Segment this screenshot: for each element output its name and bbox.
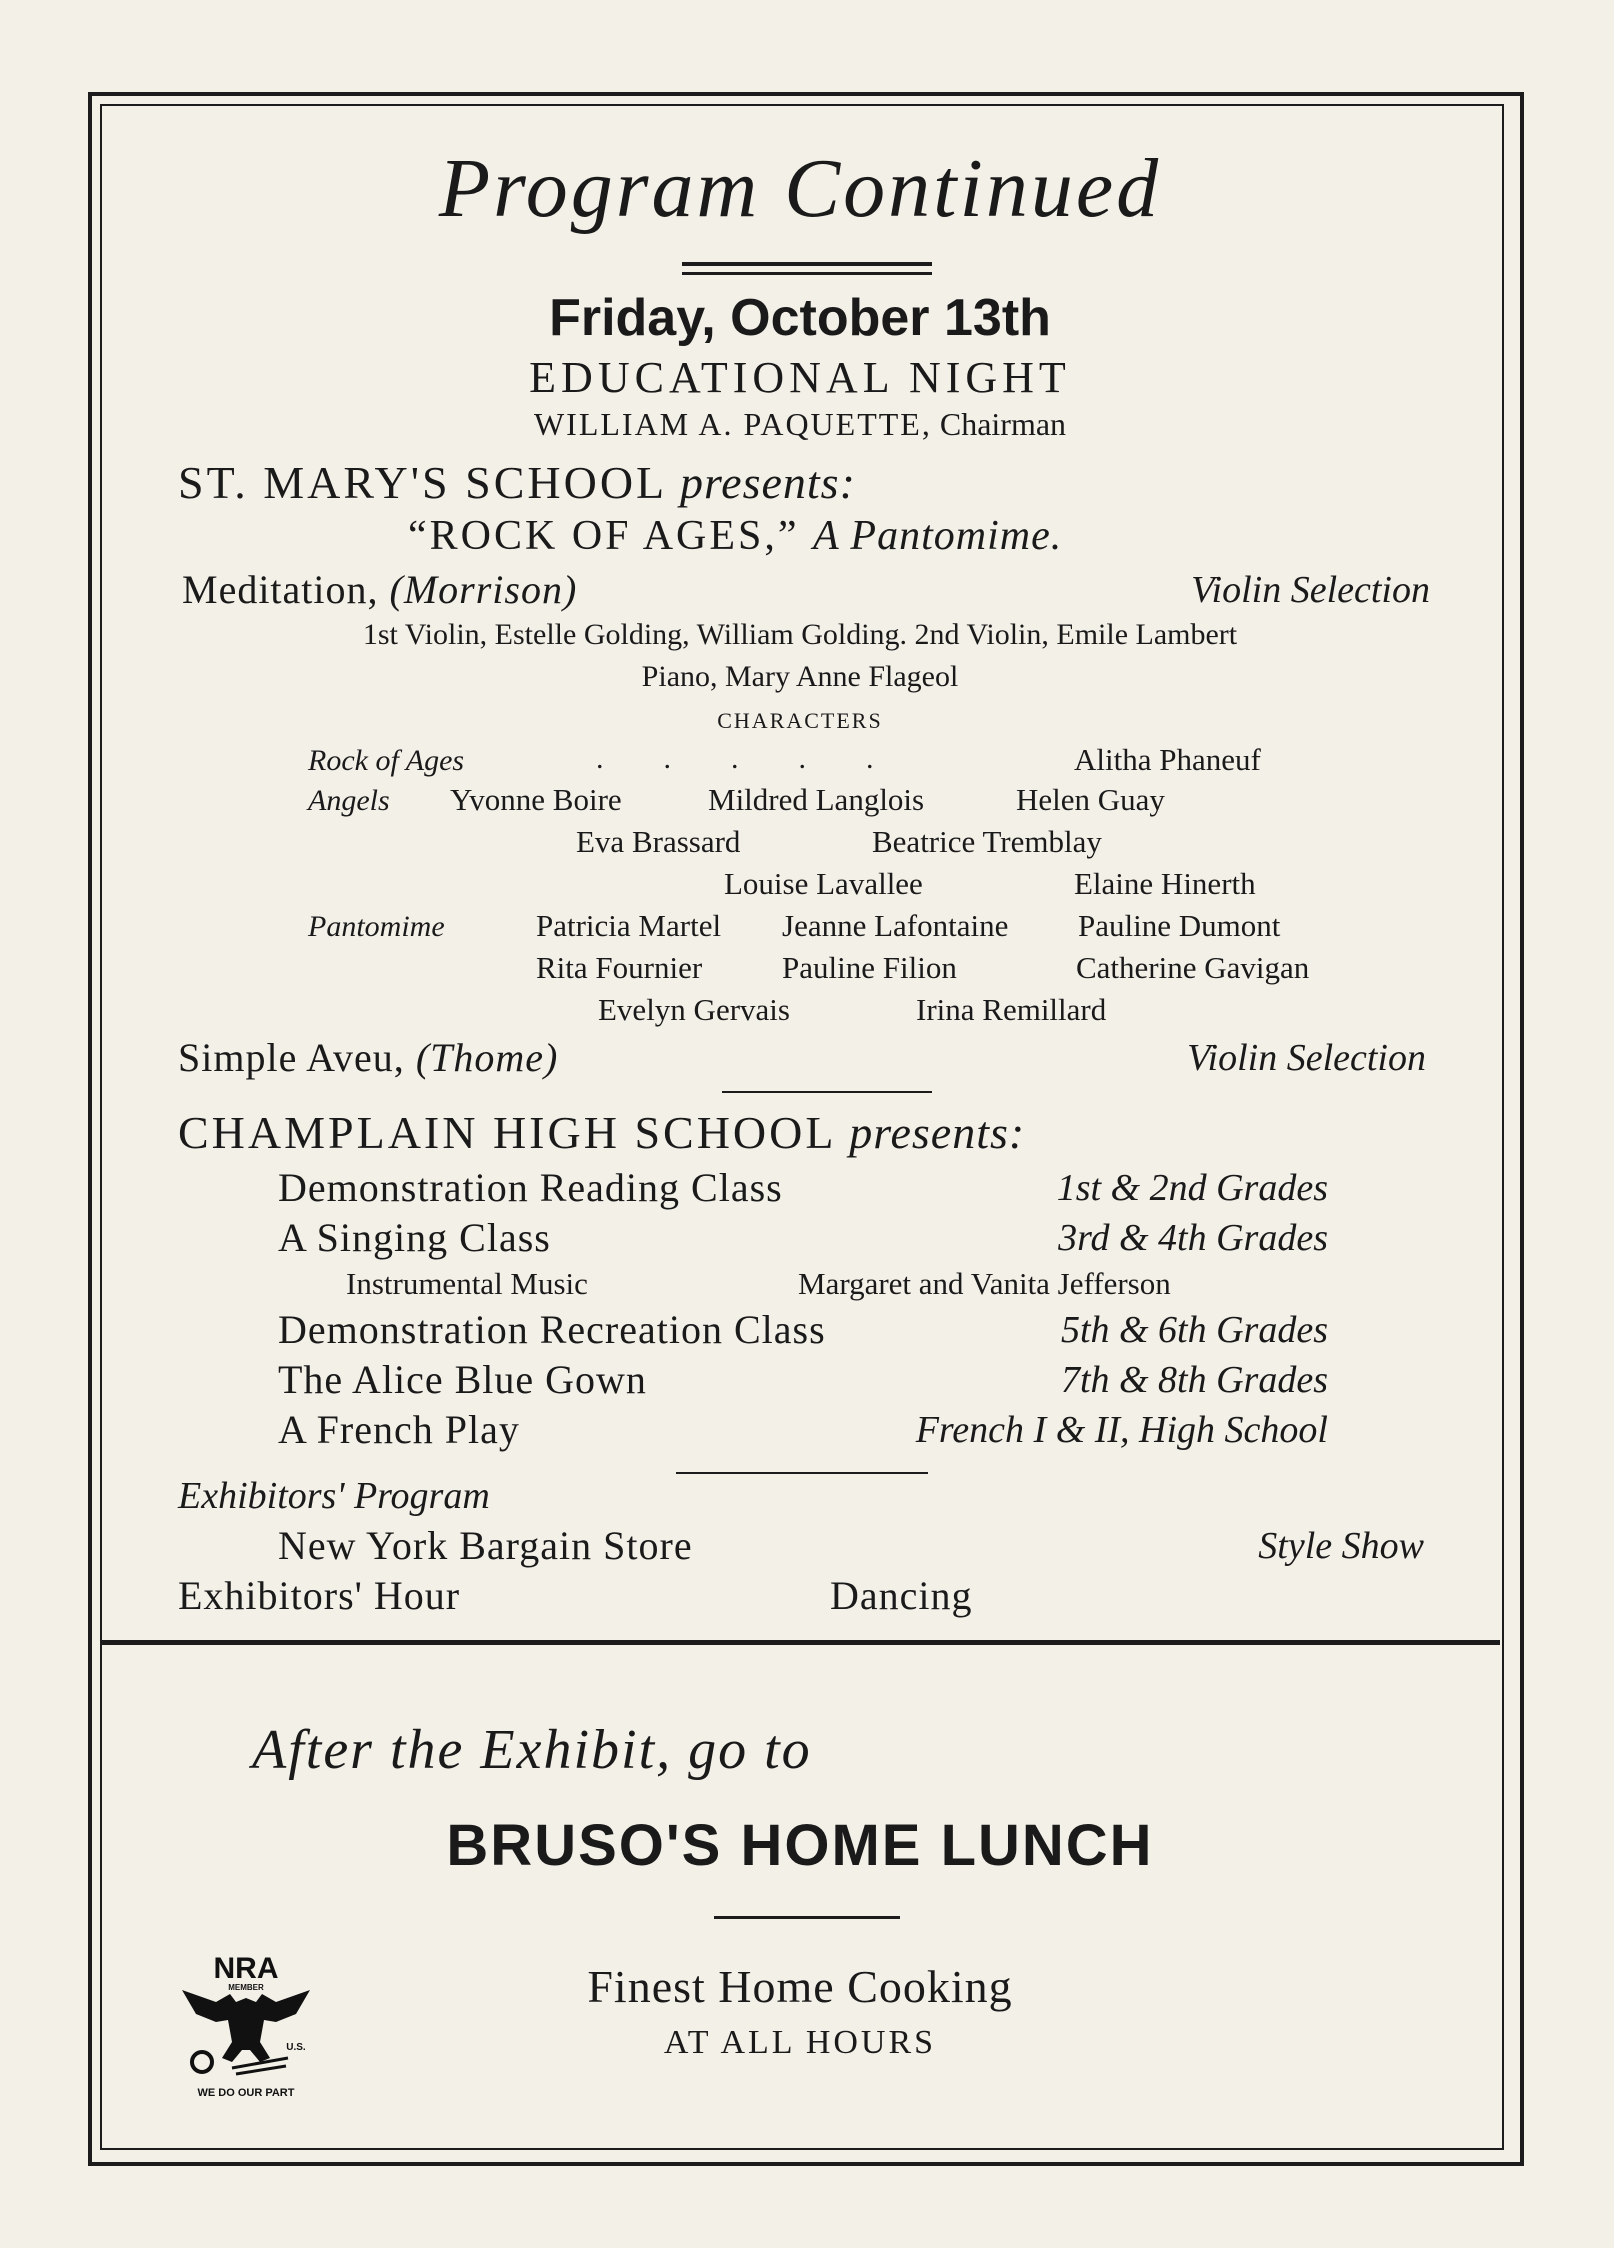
instrumental-performers: Margaret and Vanita Jefferson bbox=[798, 1266, 1171, 1301]
violins-line: 1st Violin, Estelle Golding, William Golding. 2nd Violin, Emile Lambert bbox=[362, 618, 1238, 651]
simple-aveu-composer: (Thome) bbox=[415, 1035, 559, 1080]
ad-line-1: Finest Home Cooking bbox=[587, 1961, 1013, 2012]
pantomime-label: Pantomime bbox=[308, 910, 445, 943]
champlain-school: CHAMPLAIN HIGH SCHOOL bbox=[178, 1107, 835, 1158]
pantomime-cast: Rita Fournier bbox=[536, 950, 703, 985]
angel-cast: Louise Lavallee bbox=[724, 866, 923, 901]
event-date: Friday, October 13th bbox=[549, 289, 1051, 347]
nra-motto: WE DO OUR PART bbox=[197, 2087, 295, 2099]
chairman-name: WILLIAM A. PAQUETTE, bbox=[533, 406, 932, 442]
pantomime-cast: Catherine Gavigan bbox=[1076, 950, 1310, 985]
play-title-line bbox=[408, 512, 1062, 560]
style-show: Style Show bbox=[1258, 1525, 1424, 1567]
st-marys-heading bbox=[178, 456, 856, 509]
nra-us: U.S. bbox=[286, 2042, 306, 2053]
play-type: A Pantomime. bbox=[813, 513, 1063, 559]
angel-cast: Yvonne Boire bbox=[450, 782, 622, 817]
meditation-line bbox=[182, 566, 577, 613]
piano-line: Piano, Mary Anne Flageol bbox=[641, 660, 959, 693]
ad-rule bbox=[714, 1916, 900, 1919]
pantomime-cast: Pauline Dumont bbox=[1078, 908, 1281, 943]
dancing: Dancing bbox=[830, 1573, 973, 1618]
program-item-title: The Alice Blue Gown bbox=[278, 1357, 647, 1402]
simple-aveu-line bbox=[178, 1034, 558, 1081]
play-title: “ROCK OF AGES,” bbox=[408, 513, 800, 559]
section-rule-2 bbox=[676, 1472, 928, 1474]
program-item-grades: French I & II, High School bbox=[915, 1409, 1328, 1451]
program-item-title: Demonstration Recreation Class bbox=[278, 1307, 826, 1352]
instrumental-label: Instrumental Music bbox=[346, 1266, 588, 1301]
nra-member: MEMBER bbox=[228, 1983, 264, 1992]
simple-aveu-title: Simple Aveu, bbox=[178, 1035, 405, 1080]
chairman-role: Chairman bbox=[939, 406, 1067, 442]
pantomime-cast: Irina Remillard bbox=[916, 992, 1107, 1027]
rock-of-ages-cast: Alitha Phaneuf bbox=[1074, 742, 1261, 777]
pantomime-cast: Patricia Martel bbox=[536, 908, 722, 943]
exhibitor-store: New York Bargain Store bbox=[278, 1523, 693, 1568]
ad-divider bbox=[102, 1640, 1500, 1645]
exhibitors-hour: Exhibitors' Hour bbox=[178, 1573, 461, 1618]
program-item-grades: 7th & 8th Grades bbox=[1060, 1359, 1328, 1401]
leader-dots: . . . . . bbox=[596, 742, 874, 775]
champlain-presents: presents: bbox=[849, 1107, 1026, 1158]
angel-cast: Mildred Langlois bbox=[708, 782, 925, 817]
angel-cast: Elaine Hinerth bbox=[1074, 866, 1256, 901]
ad-line-2: AT ALL HOURS bbox=[663, 2024, 937, 2061]
nra-letters: NRA bbox=[213, 1952, 279, 1985]
section-rule-1 bbox=[722, 1091, 932, 1093]
angels-label: Angels bbox=[308, 784, 390, 817]
exhibitors-program-label: Exhibitors' Program bbox=[178, 1475, 490, 1517]
pantomime-cast: Evelyn Gervais bbox=[598, 992, 790, 1027]
title-rule-top bbox=[682, 262, 932, 266]
program-item-grades: 5th & 6th Grades bbox=[1060, 1309, 1328, 1351]
title-rule-bottom bbox=[682, 272, 932, 275]
angel-cast: Eva Brassard bbox=[576, 824, 741, 859]
event-night: EDUCATIONAL NIGHT bbox=[529, 353, 1071, 402]
angel-cast: Beatrice Tremblay bbox=[872, 824, 1102, 859]
program-item-title: A Singing Class bbox=[278, 1215, 551, 1260]
meditation-title: Meditation, bbox=[182, 567, 379, 612]
program-item-grades: 1st & 2nd Grades bbox=[1056, 1167, 1328, 1209]
program-item-title: A French Play bbox=[278, 1407, 520, 1452]
nra-eagle-icon bbox=[176, 1950, 316, 2100]
rock-of-ages-label: Rock of Ages bbox=[308, 744, 465, 777]
violin-selection-1: Violin Selection bbox=[1191, 569, 1430, 611]
pantomime-cast: Jeanne Lafontaine bbox=[782, 908, 1009, 943]
violin-selection-2: Violin Selection bbox=[1187, 1037, 1426, 1079]
champlain-heading bbox=[178, 1106, 1025, 1159]
ad-tagline: After the Exhibit, go to bbox=[252, 1719, 812, 1781]
st-marys-school: ST. MARY'S SCHOOL bbox=[178, 457, 666, 508]
chairman-line bbox=[100, 406, 1500, 443]
meditation-composer: (Morrison) bbox=[389, 567, 578, 612]
ad-business-name: BRUSO'S HOME LUNCH bbox=[446, 1813, 1154, 1878]
program-item-grades: 3rd & 4th Grades bbox=[1058, 1217, 1328, 1259]
angel-cast: Helen Guay bbox=[1016, 782, 1165, 817]
st-marys-presents: presents: bbox=[679, 457, 856, 508]
page-title: Program Continued bbox=[438, 142, 1162, 235]
characters-heading: CHARACTERS bbox=[717, 708, 883, 733]
pantomime-cast: Pauline Filion bbox=[782, 950, 957, 985]
program-item-title: Demonstration Reading Class bbox=[278, 1165, 783, 1210]
